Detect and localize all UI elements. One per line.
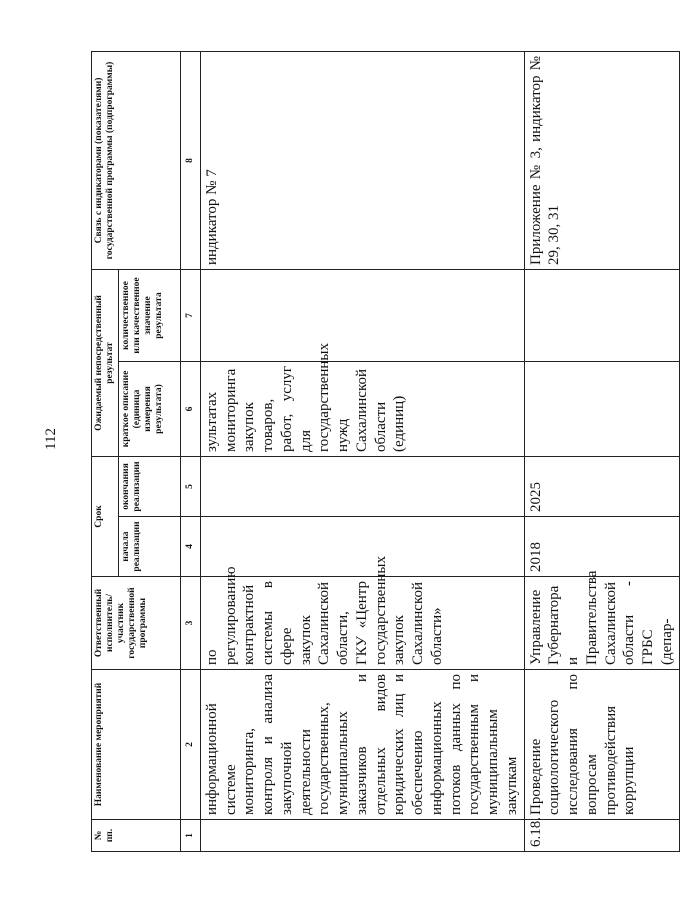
cell-link: Приложение № 3, индикатор № 29, 30, 31 xyxy=(524,52,679,270)
rotated-table-container xyxy=(91,52,675,852)
column-number: 1 xyxy=(180,820,200,852)
cell-start xyxy=(200,517,524,577)
header-result: Ожидаемый непосредственный результат xyxy=(92,270,119,457)
column-number: 6 xyxy=(180,362,200,457)
table-row xyxy=(200,52,524,852)
cell-no xyxy=(200,820,524,852)
cell-link: индикатор № 7 xyxy=(200,52,524,270)
cell-result-value xyxy=(524,270,679,362)
cell-result-desc: зультатах мониторинга закупок товаров, работ, услуг для государственных нужд Сахалинской области (единиц) xyxy=(200,362,524,457)
column-number: 4 xyxy=(180,517,200,577)
header-term-start: начала реализации xyxy=(118,517,180,577)
header-term-end: окончания реализации xyxy=(118,457,180,517)
cell-executor: по регулированию контрактной системы в сфере закупок Сахалинской области, ГКУ «Центр государственных закупок Сахалинской области» xyxy=(200,577,524,670)
column-number: 7 xyxy=(180,270,200,362)
header-link: Связь с индикаторами (показателями) государственной программы (подпрограммы) xyxy=(92,52,181,270)
cell-name: информационной системе мониторинга, контроля и анализа закупочной деятельности государственных, муниципальных заказчиков и отдельных видов юридических лиц и обеспечению информационных потоков данных по государственным и муниципальным закупкам xyxy=(200,670,524,820)
header-result-desc: краткое описание (единица измерения результата) xyxy=(118,362,180,457)
cell-result-desc xyxy=(524,362,679,457)
table-row xyxy=(524,52,679,852)
header-no: № пп. xyxy=(92,820,181,852)
page-number: 112 xyxy=(43,428,59,450)
cell-no: 6.18. xyxy=(524,820,679,852)
cell-start: 2018 xyxy=(524,517,679,577)
header-result-value: количественное или качественное значение результата xyxy=(118,270,180,362)
measures-table xyxy=(91,51,680,852)
cell-executor: Управление Губернатора и Правительства Сахалинской области - ГРБС (депар- xyxy=(524,577,679,670)
cell-end xyxy=(200,457,524,517)
cell-end: 2025 xyxy=(524,457,679,517)
column-number: 8 xyxy=(180,52,200,270)
cell-result-value xyxy=(200,270,524,362)
cell-name: Проведение социологического исследования по вопросам противодействия коррупции xyxy=(524,670,679,820)
header-name: Наименование мероприятий xyxy=(92,670,181,820)
column-number: 2 xyxy=(180,670,200,820)
column-number: 3 xyxy=(180,577,200,670)
header-term: Срок xyxy=(92,457,119,577)
column-number: 5 xyxy=(180,457,200,517)
header-executor: Ответственный исполнитель/ участник государственной программы xyxy=(92,577,181,670)
